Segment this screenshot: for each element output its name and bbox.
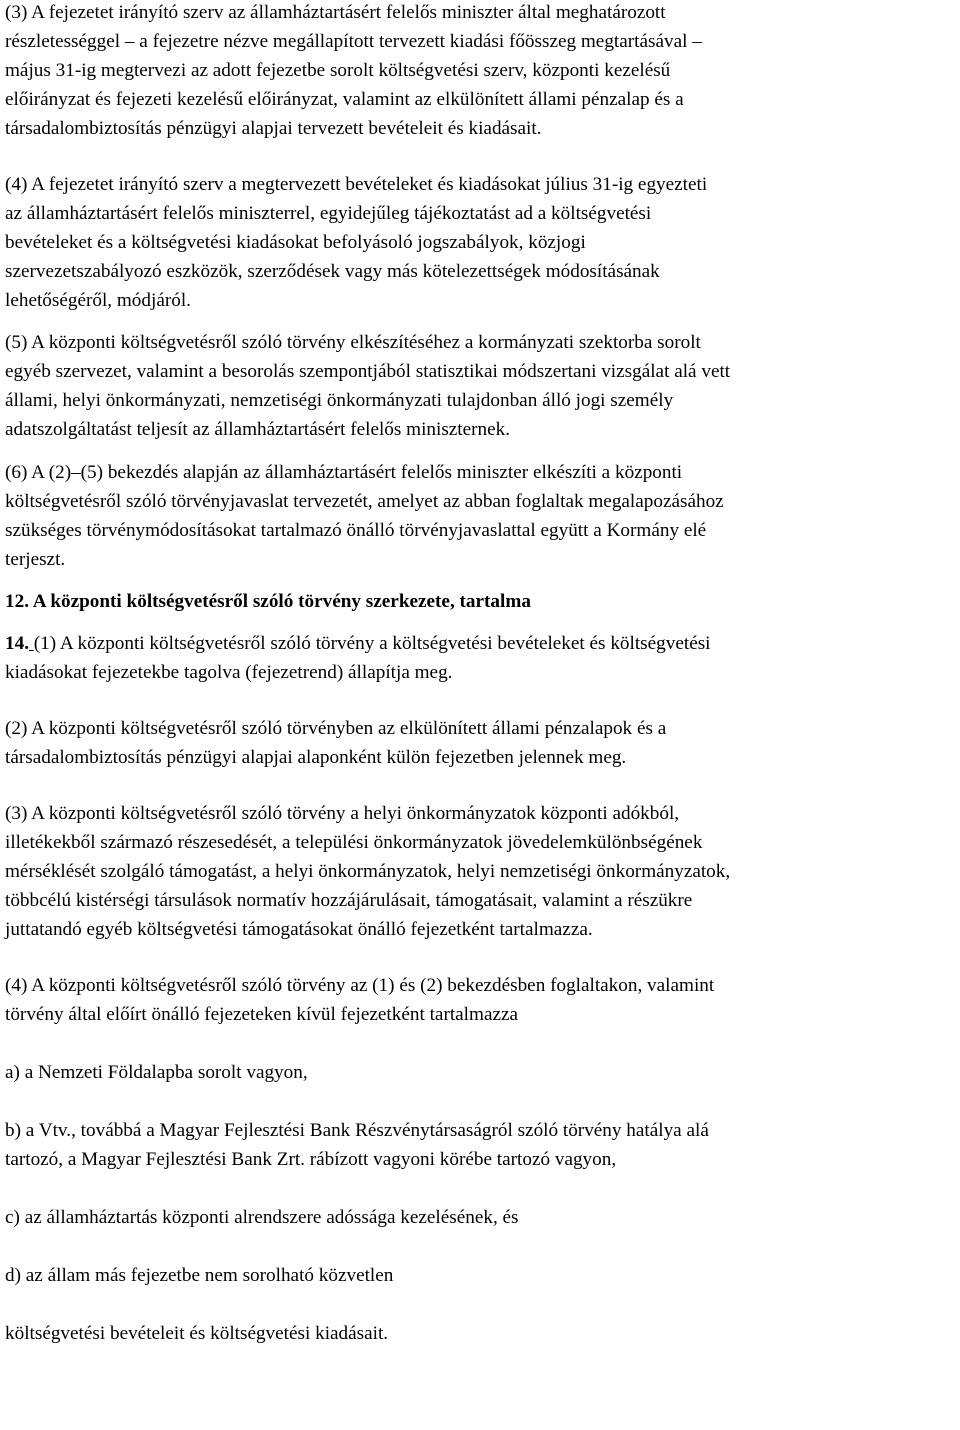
section-heading-text: 12. A központi költségvetésről szóló törvény szerkezete, tartalma bbox=[5, 591, 531, 612]
text-line: adatszolgáltatást teljesít az államháztartásért felelős miniszternek. bbox=[5, 419, 511, 440]
text-line: d) az állam más fejezetbe nem sorolható közvetlen bbox=[5, 1265, 394, 1286]
text-line: társadalombiztosítás pénzügyi alapjai alaponként külön fejezetben jelennek meg. bbox=[5, 747, 627, 768]
text-line: tartozó, a Magyar Fejlesztési Bank Zrt. rábízott vagyoni körébe tartozó vagyon, bbox=[5, 1149, 617, 1170]
section-14-paragraph-2 bbox=[5, 714, 958, 772]
section-number: 14. bbox=[5, 633, 29, 654]
text-line: költségvetésről szóló törvényjavaslat tervezetét, amelyet az abban foglaltak megalapozásához bbox=[5, 491, 724, 512]
list-item-d-continuation bbox=[5, 1319, 958, 1348]
text-line: (4) A központi költségvetésről szóló törvény az (1) és (2) bekezdésben foglaltakon, valamint bbox=[5, 975, 715, 996]
paragraph-6 bbox=[5, 458, 958, 574]
text-line: az államháztartásért felelős miniszterrel, egyidejűleg tájékoztatást ad a költségvetési bbox=[5, 203, 652, 224]
text-line: (4) A fejezetet irányító szerv a megtervezett bevételeket és kiadásokat július 31-ig egyezteti bbox=[5, 174, 708, 195]
text-line: terjeszt. bbox=[5, 549, 66, 570]
text-line: (1) A központi költségvetésről szóló törvény a költségvetési bevételeket és költségvetési bbox=[33, 633, 711, 654]
section-14-paragraph-1 bbox=[5, 629, 958, 687]
list-item-c bbox=[5, 1203, 958, 1232]
text-line: lehetőségéről, módjáról. bbox=[5, 290, 191, 311]
text-line: egyéb szervezet, valamint a besorolás szempontjából statisztikai módszertani vizsgálat alá vett bbox=[5, 361, 731, 382]
text-line: (3) A fejezetet irányító szerv az államháztartásért felelős miniszter által meghatározott bbox=[5, 2, 666, 23]
text-line: (6) A (2)–(5) bekezdés alapján az államháztartásért felelős miniszter elkészíti a központi bbox=[5, 462, 683, 483]
text-line: (5) A központi költségvetésről szóló törvény elkészítéséhez a kormányzati szektorba sorolt bbox=[5, 332, 701, 353]
text-line: juttatandó egyéb költségvetési támogatásokat önálló fejezetként tartalmazza. bbox=[5, 919, 593, 940]
paragraph-3 bbox=[5, 0, 958, 143]
text-line: (3) A központi költségvetésről szóló törvény a helyi önkormányzatok központi adókból, bbox=[5, 803, 680, 824]
text-line: törvény által előírt önálló fejezeteken kívül fejezetként tartalmazza bbox=[5, 1004, 519, 1025]
text-line: bevételeket és a költségvetési kiadásokat befolyásoló jogszabályok, közjogi bbox=[5, 232, 586, 253]
text-line: b) a Vtv., továbbá a Magyar Fejlesztési Bank Részvénytársaságról szóló törvény hatálya alá bbox=[5, 1120, 709, 1141]
text-line: kiadásokat fejezetekbe tagolva (fejezetrend) állapítja meg. bbox=[5, 662, 453, 683]
text-line: szervezetszabályozó eszközök, szerződések vagy más kötelezettségek módosításának bbox=[5, 261, 660, 282]
text-line: (2) A központi költségvetésről szóló törvényben az elkülönített állami pénzalapok és a bbox=[5, 718, 667, 739]
list-item-d bbox=[5, 1261, 958, 1290]
text-line: többcélú kistérségi társulások normatív hozzájárulásait, támogatásait, valamint a részükre bbox=[5, 890, 693, 911]
text-line: előirányzat és fejezeti kezelésű előirányzat, valamint az elkülönített állami pénzalap és a bbox=[5, 89, 684, 110]
text-line: illetékekből származó részesedését, a települési önkormányzatok jövedelemkülönbségének bbox=[5, 832, 703, 853]
text-line: mérséklését szolgáló támogatást, a helyi önkormányzatok, helyi nemzetiségi önkormányzatok, bbox=[5, 861, 731, 882]
list-item-b bbox=[5, 1116, 958, 1174]
section-heading bbox=[5, 587, 958, 616]
text-line: társadalombiztosítás pénzügyi alapjai tervezett bevételeit és kiadásait. bbox=[5, 118, 542, 139]
section-14-paragraph-3 bbox=[5, 799, 958, 944]
section-14-paragraph-4 bbox=[5, 971, 958, 1029]
paragraph-5 bbox=[5, 328, 958, 444]
paragraph-4 bbox=[5, 170, 958, 315]
document-page bbox=[5, 0, 958, 1348]
text-line: állami, helyi önkormányzati, nemzetiségi önkormányzati tulajdonban álló jogi személy bbox=[5, 390, 674, 411]
text-line: részletességgel – a fejezetre nézve megállapított tervezett kiadási főösszeg megtartásával – bbox=[5, 31, 702, 52]
list-item-a bbox=[5, 1058, 958, 1087]
text-line: a) a Nemzeti Földalapba sorolt vagyon, bbox=[5, 1062, 308, 1083]
text-line: május 31-ig megtervezi az adott fejezetbe sorolt költségvetési szerv, központi kezelésű bbox=[5, 60, 671, 81]
text-line: költségvetési bevételeit és költségvetési kiadásait. bbox=[5, 1323, 389, 1344]
text-line: szükséges törvénymódosításokat tartalmazó önálló törvényjavaslattal együtt a Kormány elé bbox=[5, 520, 707, 541]
text-line: c) az államháztartás központi alrendszere adóssága kezelésének, és bbox=[5, 1207, 519, 1228]
